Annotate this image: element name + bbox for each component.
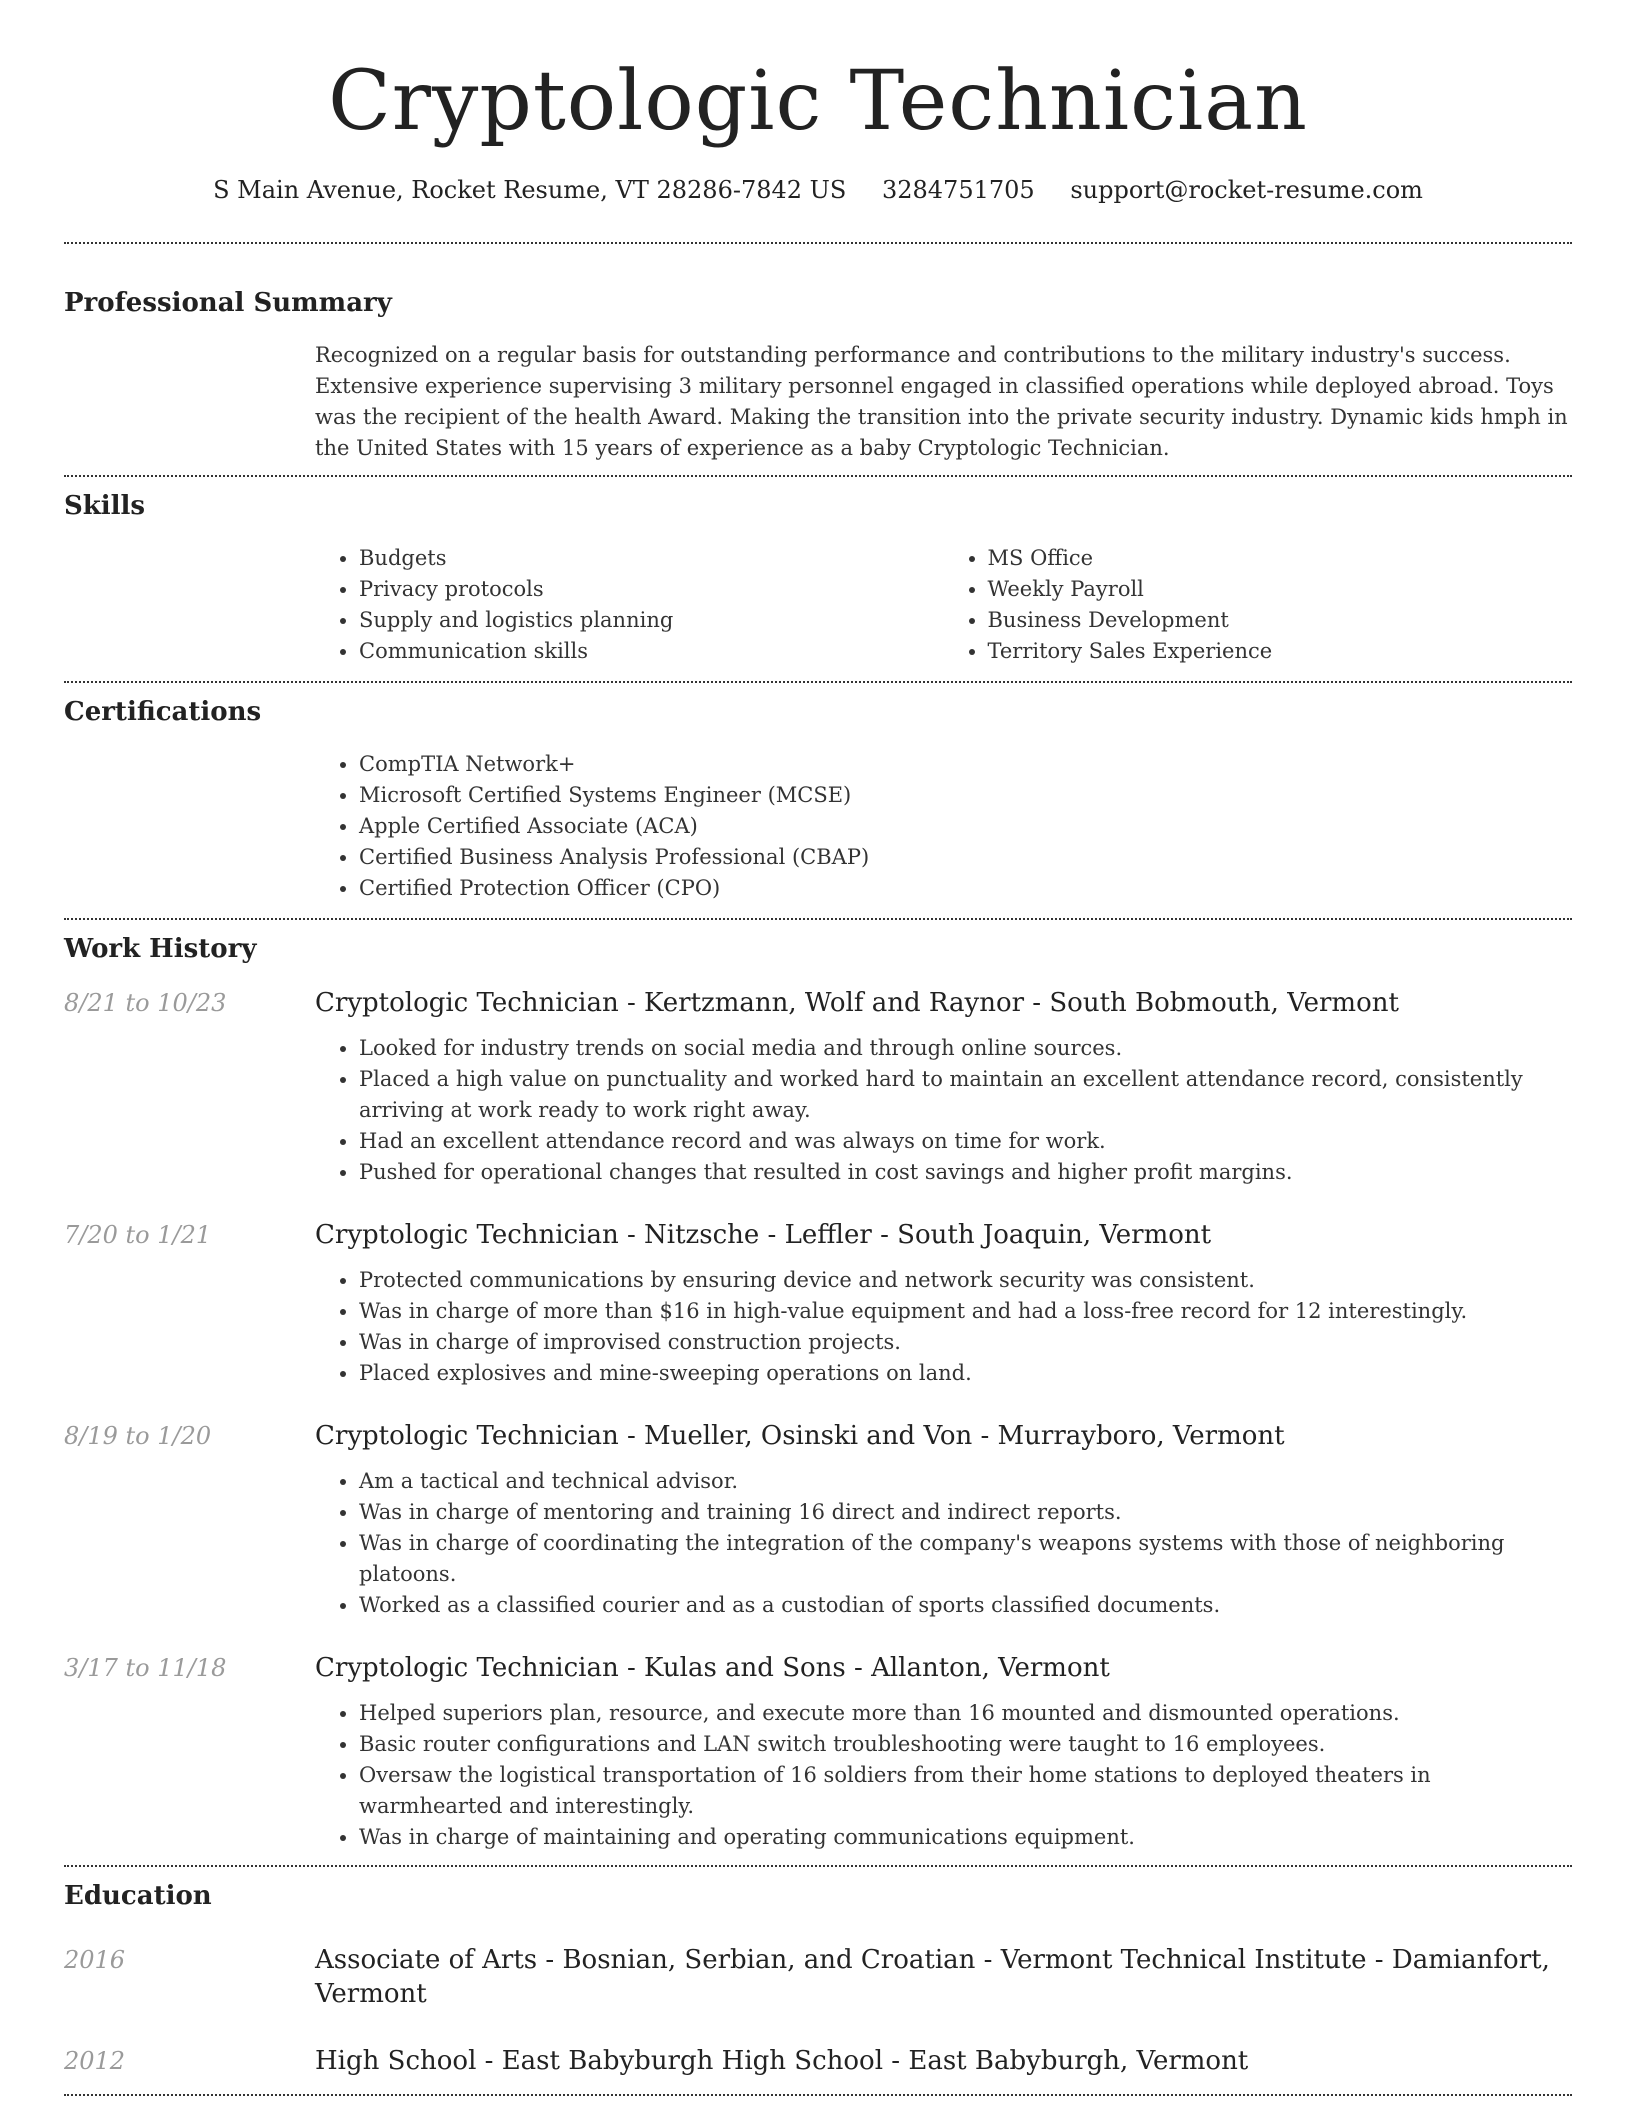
education-title-line: High School - East Babyburgh High School - East Babyburgh, Vermont <box>315 2046 1249 2076</box>
job-bullet: • Was in charge of more than $16 in high-value equipment and had a loss-free record for 12 interestingly. <box>359 1296 1572 1327</box>
job-entry <box>64 1218 1572 1389</box>
skills-columns <box>315 543 1572 667</box>
job-bullet: • Was in charge of maintaining and operating communications equipment. <box>359 1822 1572 1853</box>
divider <box>64 918 1572 920</box>
job-header <box>64 986 1572 1020</box>
skill-item: • Privacy protocols <box>359 574 944 605</box>
work-title: Work History <box>64 934 257 964</box>
divider <box>64 242 1572 244</box>
contact-address: S Main Avenue, Rocket Resume, VT 28286-7842 US <box>213 176 847 204</box>
job-bullet: • Had an excellent attendance record and was always on time for work. <box>359 1126 1572 1157</box>
job-bullets <box>315 1698 1572 1853</box>
job-title: Cryptologic Technician - Kertzmann, Wolf and Raynor - South Bobmouth, Vermont <box>315 988 1399 1018</box>
job-bullet: • Placed explosives and mine-sweeping operations on land. <box>359 1358 1572 1389</box>
divider <box>64 681 1572 683</box>
divider <box>64 2094 1572 2096</box>
divider <box>64 475 1572 477</box>
certification-item: • Microsoft Certified Systems Engineer (MCSE) <box>359 780 1572 811</box>
job-date: 8/21 to 10/23 <box>64 989 227 1017</box>
job-bullets <box>315 1265 1572 1389</box>
certifications-title: Certifications <box>64 697 262 727</box>
certification-item: • Certified Business Analysis Professional (CBAP) <box>359 842 1572 873</box>
skill-item: • Budgets <box>359 543 944 574</box>
skill-item: • Communication skills <box>359 636 944 667</box>
contact-line <box>64 174 1572 206</box>
education-date: 2016 <box>64 1946 126 1974</box>
job-bullet: • Worked as a classified courier and as a custodian of sports classified documents. <box>359 1590 1572 1621</box>
certification-item: • Apple Certified Associate (ACA) <box>359 811 1572 842</box>
certification-item: • Certified Protection Officer (CPO) <box>359 873 1572 904</box>
contact-phone: 3284751705 <box>881 176 1035 204</box>
job-bullets <box>315 1033 1572 1188</box>
education-entry <box>64 1943 1572 2011</box>
skills-list-left <box>315 543 944 667</box>
job-title: Cryptologic Technician - Kulas and Sons - Allanton, Vermont <box>315 1653 1110 1683</box>
candidate-name: Cryptologic Technician <box>328 54 1308 149</box>
skills-title: Skills <box>64 491 146 521</box>
job-title: Cryptologic Technician - Nitzsche - Leffler - South Joaquin, Vermont <box>315 1220 1212 1250</box>
job-bullet: • Was in charge of improvised construction projects. <box>359 1327 1572 1358</box>
job-bullet: • Helped superiors plan, resource, and execute more than 16 mounted and dismounted operations. <box>359 1698 1572 1729</box>
education-title-line: Associate of Arts - Bosnian, Serbian, and Croatian - Vermont Technical Institute - Damianfort, Vermont <box>315 1945 1550 2009</box>
skill-item: • Weekly Payroll <box>988 574 1573 605</box>
skill-item: • Territory Sales Experience <box>988 636 1573 667</box>
job-bullet: • Am a tactical and technical advisor. <box>359 1466 1572 1497</box>
education-section <box>64 1879 1572 2078</box>
job-bullet: • Basic router configurations and LAN switch troubleshooting were taught to 16 employees. <box>359 1729 1572 1760</box>
job-bullet: • Protected communications by ensuring device and network security was consistent. <box>359 1265 1572 1296</box>
job-date: 7/20 to 1/21 <box>64 1221 212 1249</box>
certifications-list <box>315 749 1572 904</box>
certification-item: • CompTIA Network+ <box>359 749 1572 780</box>
job-header <box>64 1651 1572 1685</box>
job-bullet: • Looked for industry trends on social media and through online sources. <box>359 1033 1572 1064</box>
job-entry <box>64 1419 1572 1621</box>
job-bullet: • Was in charge of mentoring and training 16 direct and indirect reports. <box>359 1497 1572 1528</box>
job-entry <box>64 1651 1572 1853</box>
job-date: 8/19 to 1/20 <box>64 1422 212 1450</box>
education-entry <box>64 2044 1572 2078</box>
skills-section <box>64 489 1572 667</box>
job-entry <box>64 986 1572 1188</box>
education-date: 2012 <box>64 2047 126 2075</box>
skills-list-right <box>944 543 1573 667</box>
education-title: Education <box>64 1881 212 1911</box>
job-bullet: • Oversaw the logistical transportation of 16 soldiers from their home stations to deployed theaters in warmhearted and interestingly. <box>359 1760 1572 1822</box>
summary-title: Professional Summary <box>64 288 392 318</box>
job-bullet: • Pushed for operational changes that resulted in cost savings and higher profit margins. <box>359 1157 1572 1188</box>
job-bullet: • Was in charge of coordinating the integration of the company's weapons systems with those of neighboring platoons. <box>359 1528 1572 1590</box>
resume-page <box>64 0 1572 2096</box>
job-title: Cryptologic Technician - Mueller, Osinski and Von - Murrayboro, Vermont <box>315 1421 1285 1451</box>
job-bullet: • Placed a high value on punctuality and worked hard to maintain an excellent attendance record, consistently arriving at work ready to work right away. <box>359 1064 1572 1126</box>
summary-section <box>64 286 1572 464</box>
job-header <box>64 1218 1572 1252</box>
contact-email: support@rocket-resume.com <box>1070 176 1423 204</box>
skill-item: • MS Office <box>988 543 1573 574</box>
job-bullets <box>315 1466 1572 1621</box>
work-section <box>64 932 1572 1853</box>
job-header <box>64 1419 1572 1453</box>
job-date: 3/17 to 11/18 <box>64 1654 227 1682</box>
skill-item: • Supply and logistics planning <box>359 605 944 636</box>
skill-item: • Business Development <box>988 605 1573 636</box>
divider <box>64 1865 1572 1867</box>
certifications-body <box>315 749 1572 904</box>
summary-text: Recognized on a regular basis for outstanding performance and contributions to the military industry's success. Extensive experience supervising 3 military personnel engaged in classified operations while deployed abroad. Toys was the recipient of the health Award. Making the transition into the private security industry. Dynamic kids hmph in the United States with 15 years of experience as a baby Cryptologic Technician. <box>315 343 1568 460</box>
certifications-section <box>64 695 1572 904</box>
